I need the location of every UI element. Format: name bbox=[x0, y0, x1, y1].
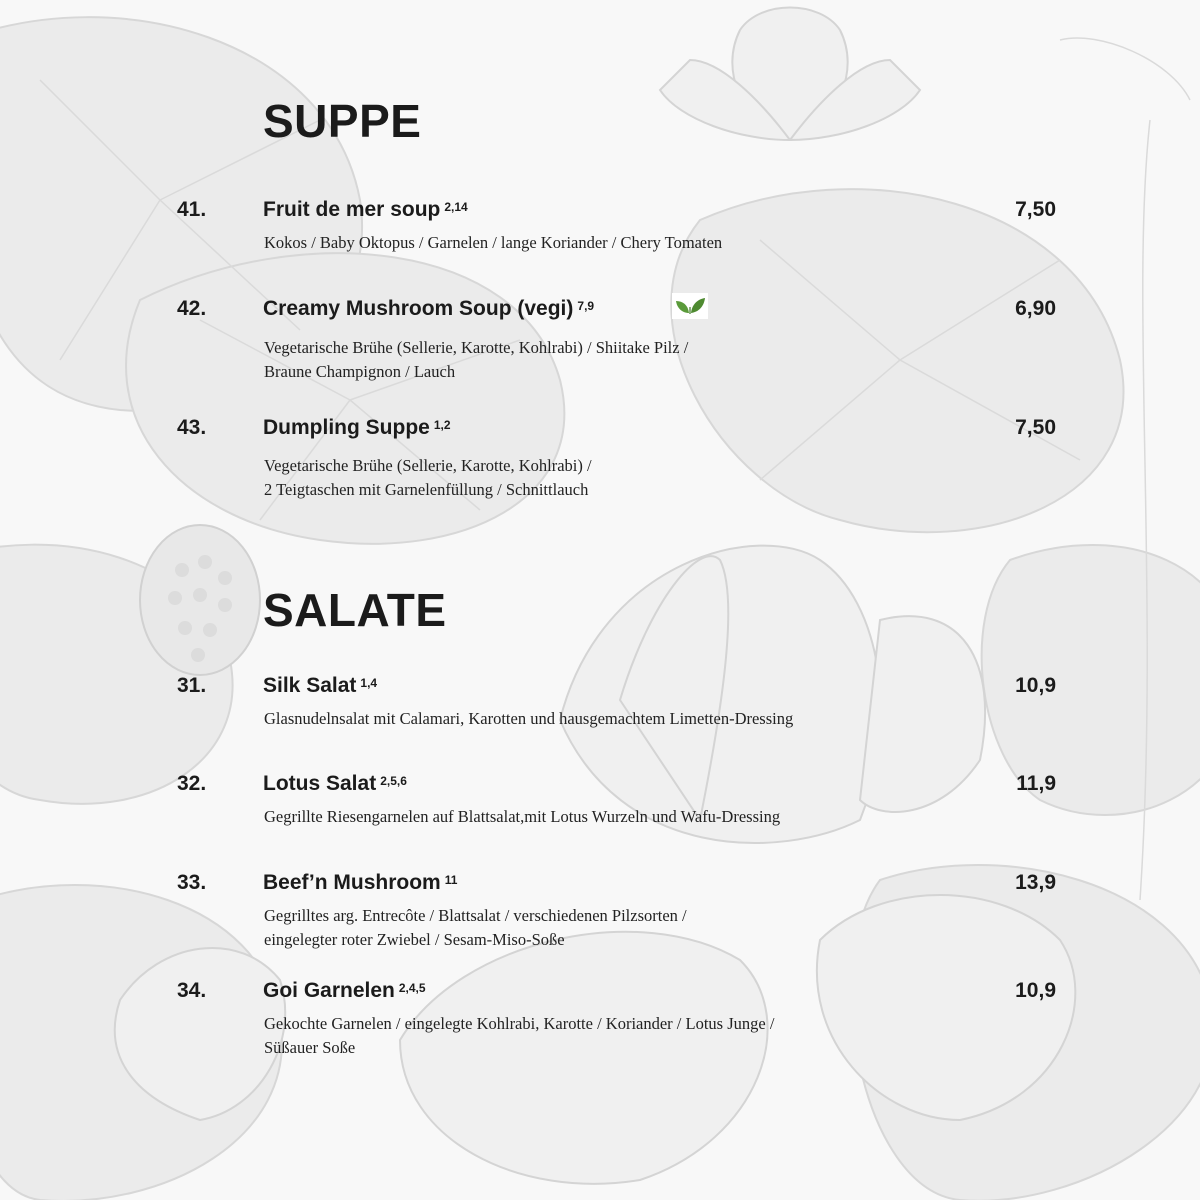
item-description bbox=[264, 805, 964, 829]
item-name bbox=[263, 674, 377, 698]
description-line: Gegrilltes arg. Entrecôte / Blattsalat / verschiedenen Pilzsorten / bbox=[264, 906, 687, 925]
item-name bbox=[263, 772, 407, 796]
section-title-salate: SALATE bbox=[263, 584, 447, 636]
item-name bbox=[263, 297, 594, 321]
item-price: 10,9 bbox=[1015, 979, 1056, 1002]
item-name-text: Lotus Salat bbox=[263, 772, 377, 795]
item-description bbox=[264, 454, 964, 502]
item-number: 33. bbox=[177, 871, 207, 894]
item-name bbox=[263, 979, 426, 1003]
item-number: 42. bbox=[177, 297, 207, 320]
item-description bbox=[264, 336, 964, 384]
allergen-codes: 11 bbox=[444, 873, 458, 887]
item-price: 7,50 bbox=[1015, 416, 1056, 439]
item-price: 13,9 bbox=[1015, 871, 1056, 894]
item-description bbox=[264, 707, 964, 731]
description-line: Braune Champignon / Lauch bbox=[264, 362, 456, 381]
description-line: Kokos / Baby Oktopus / Garnelen / lange Koriander / Chery Tomaten bbox=[264, 233, 723, 252]
item-name-text: Goi Garnelen bbox=[263, 979, 395, 1002]
item-price: 11,9 bbox=[1016, 772, 1056, 795]
item-number: 31. bbox=[177, 674, 207, 697]
allergen-codes: 1,2 bbox=[433, 418, 451, 432]
section-title-suppe: SUPPE bbox=[263, 95, 422, 147]
description-line: eingelegter roter Zwiebel / Sesam-Miso-Soße bbox=[264, 930, 565, 949]
item-name-text: Fruit de mer soup bbox=[263, 198, 441, 221]
description-line: Süßauer Soße bbox=[264, 1038, 356, 1057]
description-line: Gekochte Garnelen / eingelegte Kohlrabi, Karotte / Koriander / Lotus Junge / bbox=[264, 1014, 775, 1033]
item-name bbox=[263, 198, 468, 222]
item-number: 43. bbox=[177, 416, 207, 439]
item-name-text: Dumpling Suppe bbox=[263, 416, 430, 439]
item-name-text: Beef’n Mushroom bbox=[263, 871, 441, 894]
allergen-codes: 7,9 bbox=[577, 299, 595, 313]
allergen-codes: 2,5,6 bbox=[380, 774, 407, 788]
item-description bbox=[264, 1012, 964, 1060]
item-number: 34. bbox=[177, 979, 207, 1002]
item-price: 6,90 bbox=[1015, 297, 1056, 320]
item-price: 7,50 bbox=[1015, 198, 1056, 221]
description-line: Glasnudelnsalat mit Calamari, Karotten und hausgemachtem Limetten-Dressing bbox=[264, 709, 794, 728]
description-line: 2 Teigtaschen mit Garnelenfüllung / Schnittlauch bbox=[264, 480, 589, 499]
description-line: Vegetarische Brühe (Sellerie, Karotte, Kohlrabi) / Shiitake Pilz / bbox=[264, 338, 689, 357]
item-price: 10,9 bbox=[1015, 674, 1056, 697]
allergen-codes: 2,4,5 bbox=[398, 981, 426, 995]
allergen-codes: 2,14 bbox=[444, 200, 468, 214]
item-number: 41. bbox=[177, 198, 207, 221]
item-name-text: Creamy Mushroom Soup (vegi) bbox=[263, 297, 574, 320]
description-line: Vegetarische Brühe (Sellerie, Karotte, Kohlrabi) / bbox=[264, 456, 592, 475]
vegetarian-leaf-icon bbox=[672, 293, 708, 319]
item-name bbox=[263, 871, 457, 895]
item-description bbox=[264, 904, 964, 952]
allergen-codes: 1,4 bbox=[360, 676, 378, 690]
description-line: Gegrillte Riesengarnelen auf Blattsalat,mit Lotus Wurzeln und Wafu-Dressing bbox=[264, 807, 781, 826]
item-description bbox=[264, 231, 964, 255]
item-number: 32. bbox=[177, 772, 207, 795]
item-name-text: Silk Salat bbox=[263, 674, 357, 697]
item-name bbox=[263, 416, 451, 440]
